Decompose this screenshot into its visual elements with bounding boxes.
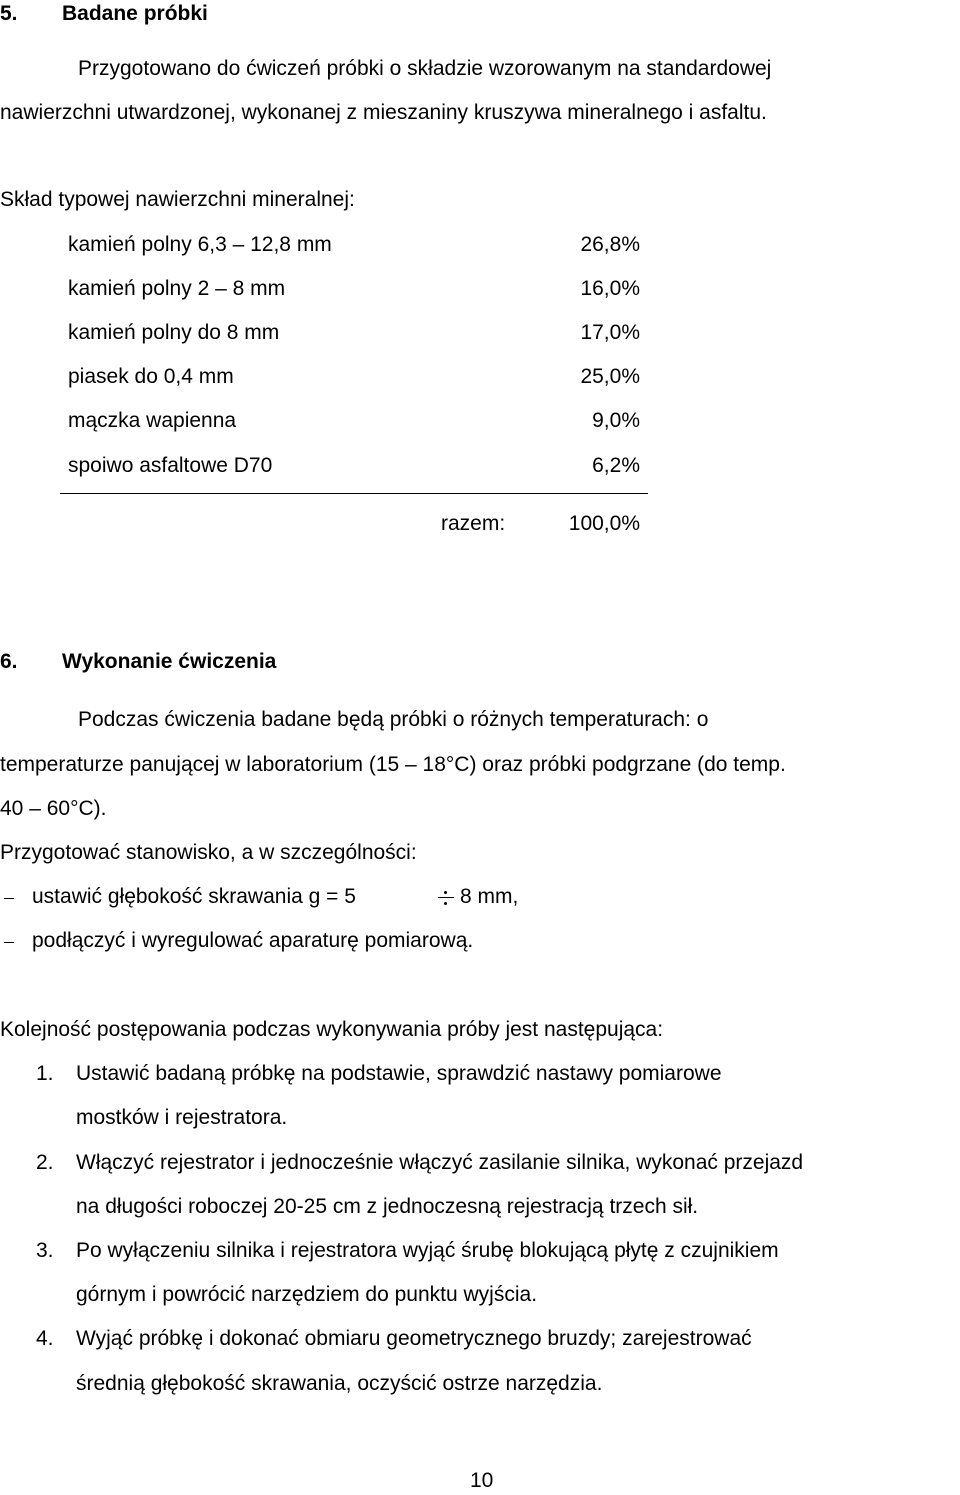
step-text-continued: mostków i rejestratora. bbox=[76, 1106, 288, 1129]
bullet-dash bbox=[4, 942, 14, 943]
composition-item-name: kamień polny do 8 mm bbox=[68, 321, 280, 344]
step-text-continued: średnią głębokość skrawania, oczyścić ostrze narzędzia. bbox=[76, 1372, 603, 1395]
composition-item-name: kamień polny 6,3 – 12,8 mm bbox=[68, 233, 332, 256]
composition-item-name: piasek do 0,4 mm bbox=[68, 365, 234, 388]
composition-item-name: spoiwo asfaltowe D70 bbox=[68, 454, 273, 477]
composition-item-value: 9,0% bbox=[592, 409, 640, 432]
composition-item-value: 17,0% bbox=[580, 321, 640, 344]
section-5-title: Badane próbki bbox=[62, 2, 208, 25]
section-5-number: 5. bbox=[0, 2, 18, 25]
step-text: Ustawić badaną próbkę na podstawie, sprawdzić nastawy pomiarowe bbox=[76, 1062, 722, 1085]
bullet-2-text: podłączyć i wyregulować aparaturę pomiarową. bbox=[32, 929, 474, 952]
bullet-1-text: ustawić głębokość skrawania g = 5 bbox=[32, 885, 356, 908]
step-number: 1. bbox=[36, 1062, 54, 1085]
step-text: Po wyłączeniu silnika i rejestratora wyjąć śrubę blokującą płytę z czujnikiem bbox=[76, 1239, 779, 1262]
step-number: 3. bbox=[36, 1239, 54, 1262]
composition-item-name: mączka wapienna bbox=[68, 409, 237, 432]
step-number: 4. bbox=[36, 1327, 54, 1350]
prep-heading: Przygotować stanowisko, a w szczególności: bbox=[0, 841, 417, 864]
step-number: 2. bbox=[36, 1151, 54, 1174]
section-6-para-line-3: 40 – 60°C). bbox=[0, 797, 107, 820]
section-6-para-line-1: Podczas ćwiczenia badane będą próbki o różnych temperaturach: o bbox=[78, 708, 709, 731]
composition-heading: Skład typowej nawierzchni mineralnej: bbox=[0, 188, 355, 211]
composition-item-name: kamień polny 2 – 8 mm bbox=[68, 277, 286, 300]
section-5-intro-line-1: Przygotowano do ćwiczeń próbki o składzie wzorowanym na standardowej bbox=[78, 57, 772, 80]
section-6-number: 6. bbox=[0, 650, 18, 673]
bullet-dash bbox=[4, 898, 14, 899]
composition-item-value: 6,2% bbox=[592, 454, 640, 477]
bullet-1-text-end: 8 mm, bbox=[460, 885, 519, 908]
step-text: Wyjąć próbkę i dokonać obmiaru geometrycznego bruzdy; zarejestrować bbox=[76, 1327, 752, 1350]
composition-item-value: 16,0% bbox=[580, 277, 640, 300]
page-number: 10 bbox=[470, 1469, 494, 1492]
composition-item-value: 26,8% bbox=[580, 233, 640, 256]
step-text-continued: na długości roboczej 20-25 cm z jednoczesną rejestracją trzech sił. bbox=[76, 1195, 699, 1218]
section-5-intro-line-2: nawierzchni utwardzonej, wykonanej z mieszaniny kruszywa mineralnego i asfaltu. bbox=[0, 101, 767, 124]
division-sign-icon bbox=[438, 890, 454, 906]
step-text: Włączyć rejestrator i jednocześnie włączyć zasilanie silnika, wykonać przejazd bbox=[76, 1151, 804, 1174]
order-heading: Kolejność postępowania podczas wykonywania próby jest następująca: bbox=[0, 1018, 664, 1041]
step-text-continued: górnym i powrócić narzędziem do punktu wyjścia. bbox=[76, 1283, 538, 1306]
total-value: 100,0% bbox=[568, 512, 640, 535]
section-6-para-line-2: temperaturze panującej w laboratorium (15 – 18°C) oraz próbki podgrzane (do temp. bbox=[0, 753, 786, 776]
section-6-title: Wykonanie ćwiczenia bbox=[62, 650, 277, 673]
total-label: razem: bbox=[441, 512, 506, 535]
total-divider-line bbox=[60, 493, 648, 494]
composition-item-value: 25,0% bbox=[580, 365, 640, 388]
